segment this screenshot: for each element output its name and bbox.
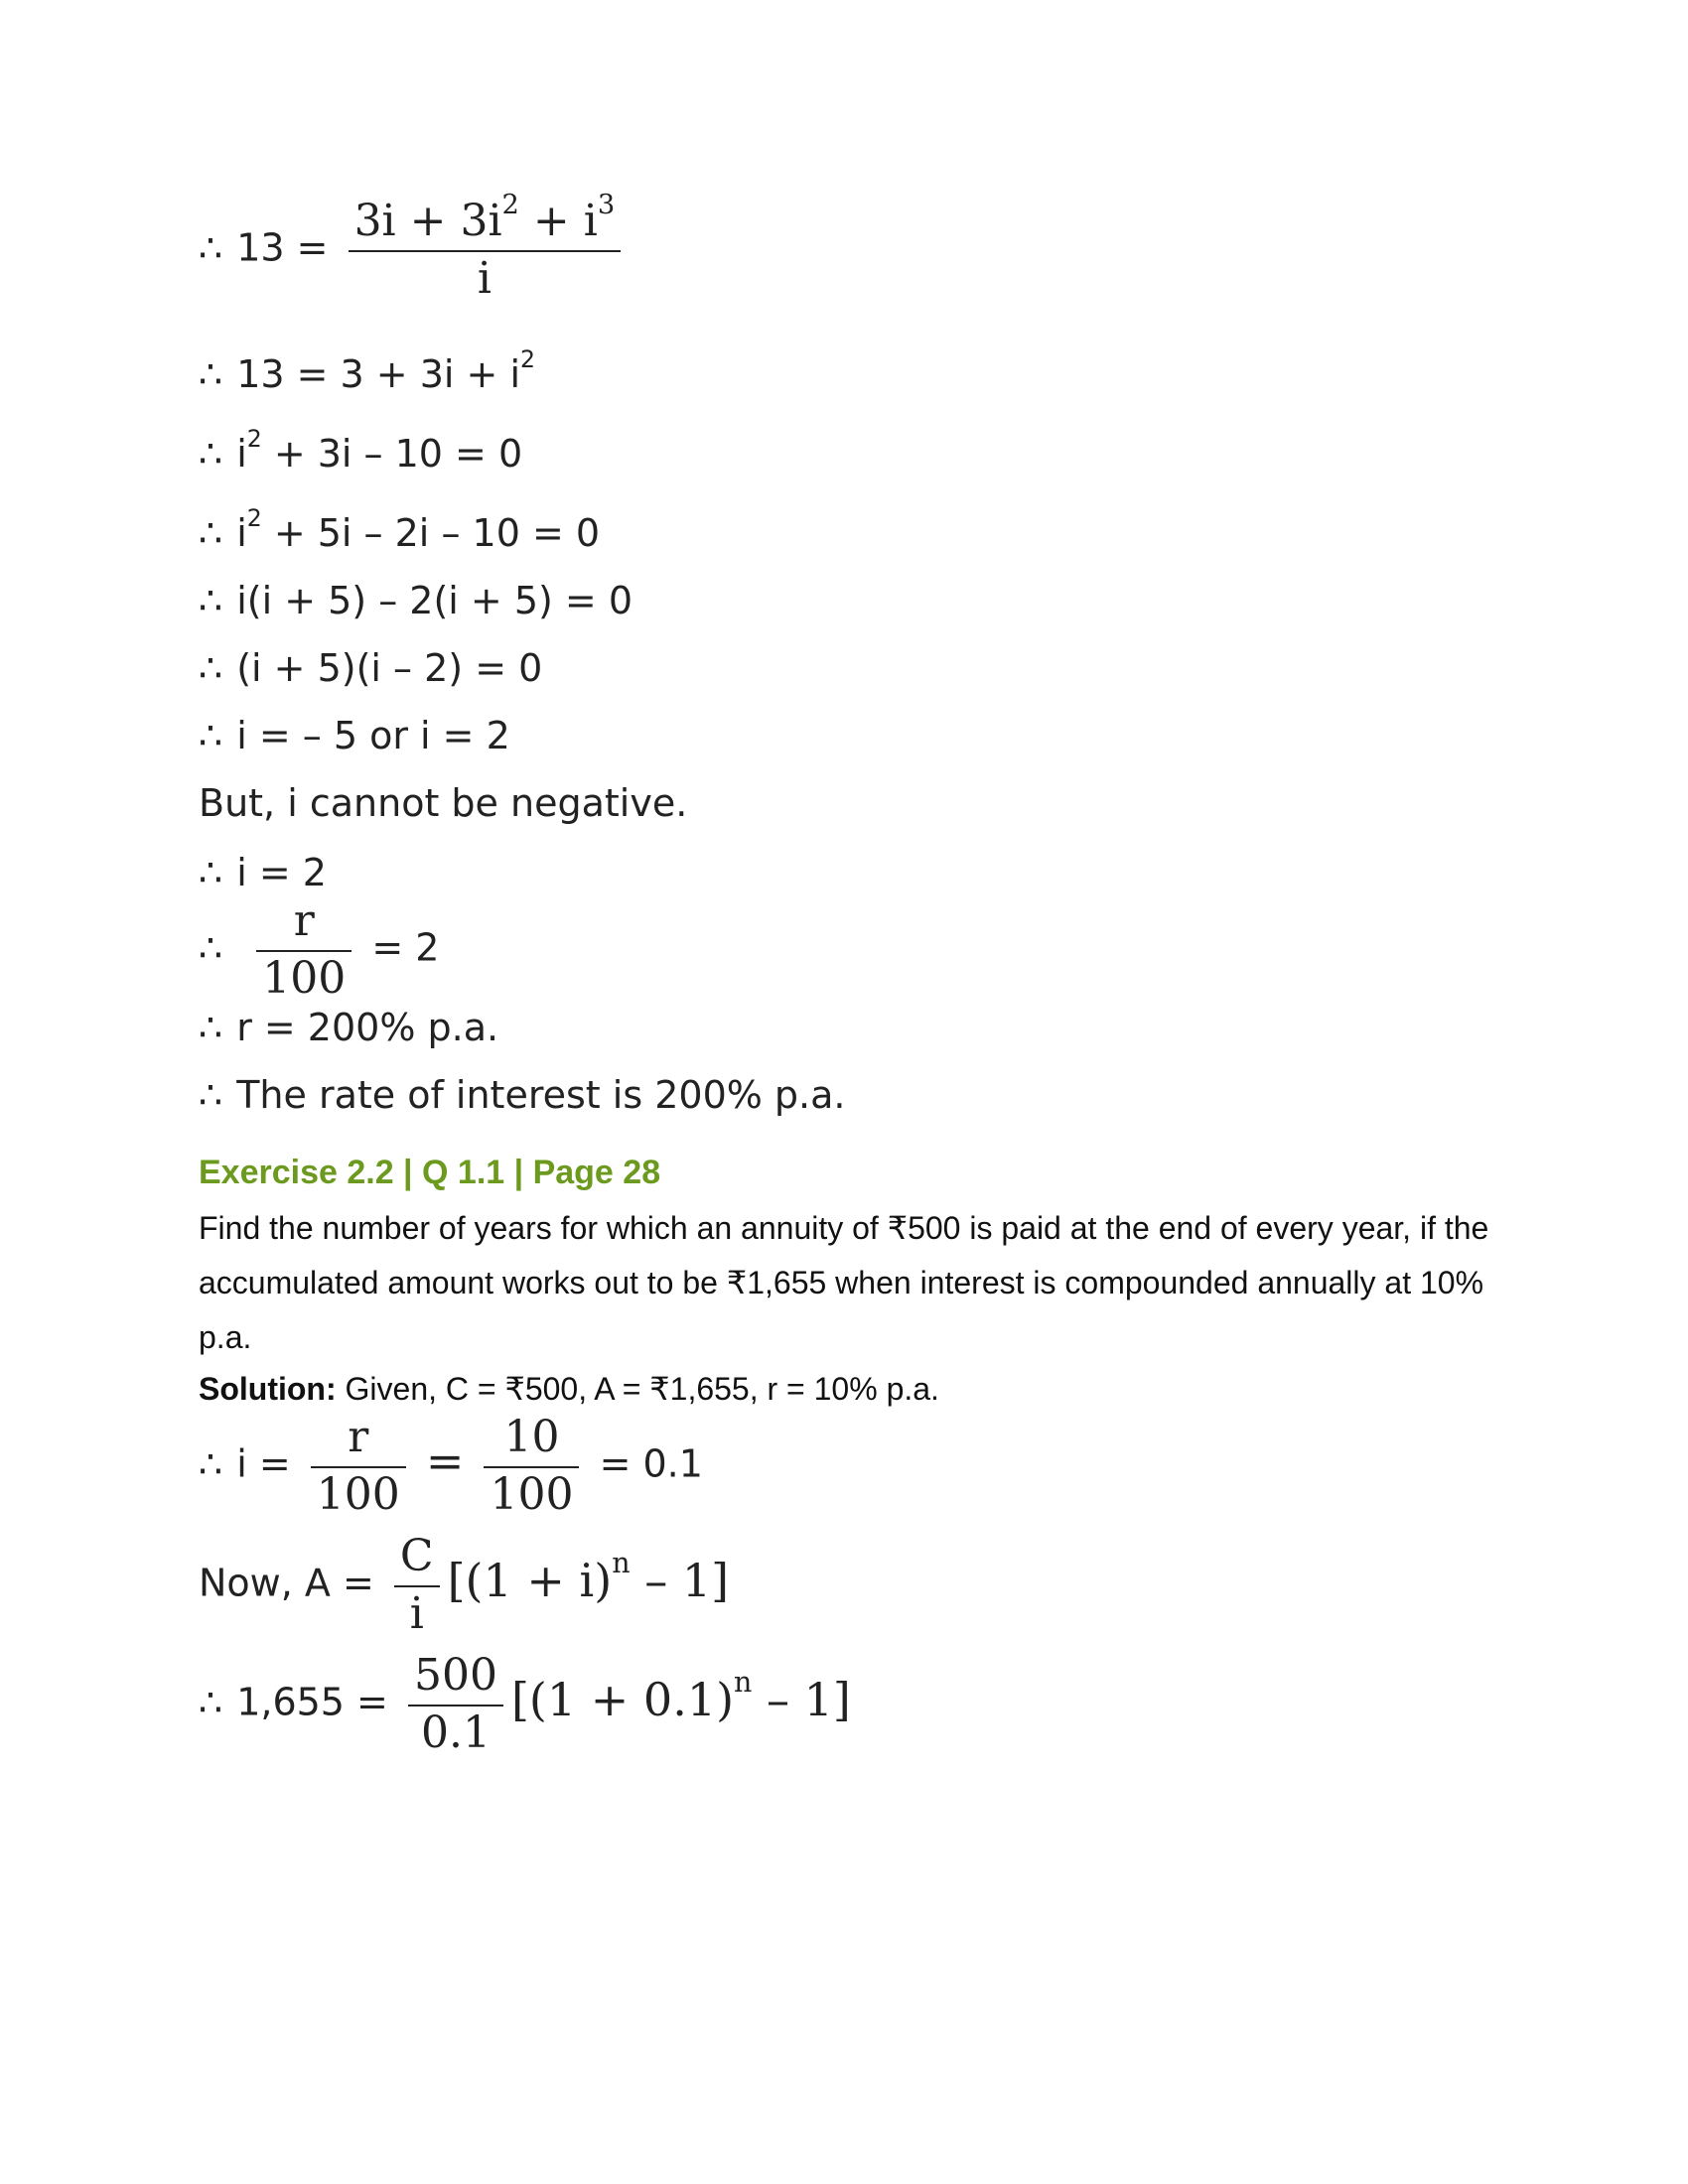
therefore-symbol: ∴ [199, 579, 223, 622]
question-text: Find the number of years for which an annuity of ₹500 is paid at the end of every year, if the accumulated amount works out to be ₹1,655 when interest is compounded annually at 10% p.a. [199, 1210, 1489, 1355]
fraction-denominator: i [477, 253, 492, 305]
therefore-symbol: ∴ [199, 1006, 223, 1049]
equation-line-11: ∴ r = 200% p.a. [199, 1006, 499, 1049]
fraction-denominator: 100 [490, 1469, 574, 1521]
equation-line-6: ∴ (i + 5)(i – 2) = 0 [199, 646, 543, 690]
fraction-denominator: 100 [316, 1469, 400, 1521]
equation-line-14: Now, A = $\frac{C}{i}$ $[(1 + i)^n - 1]$ [199, 1531, 730, 1640]
fraction-numerator: r [256, 898, 352, 952]
exercise-heading: Exercise 2.2 | Q 1.1 | Page 28 [199, 1154, 661, 1191]
fraction [256, 895, 352, 1005]
statement-line: But, i cannot be negative. [199, 781, 688, 825]
fraction [394, 1531, 440, 1640]
therefore-symbol: ∴ [199, 432, 223, 476]
equation-lhs: 13 = [236, 225, 329, 270]
solution-given: Given, C = ₹500, A = ₹1,655, r = 10% p.a. [336, 1371, 939, 1407]
fraction-numerator: C [394, 1534, 440, 1587]
fraction-numerator: r [311, 1415, 406, 1468]
equation-line-9: ∴ i = 2 [199, 851, 327, 894]
equation-line-5: ∴ i(i + 5) – 2(i + 5) = 0 [199, 579, 633, 622]
equation-line-7: ∴ i = – 5 or i = 2 [199, 714, 510, 757]
therefore-symbol: ∴ [199, 352, 223, 396]
equation-line-15: ∴ 1,655 = $\frac{500}{0.1}$ $[(1 + 0.1)^n - 1]$ [199, 1650, 851, 1759]
equation-line-3: ∴ $i^2 + 3i - 10 = 0$ [199, 425, 523, 476]
equation-line-2: ∴ $13 = 3 + 3i + i^2$ [199, 345, 535, 396]
fraction-numerator: 500 [408, 1653, 503, 1706]
therefore-symbol: ∴ [199, 1441, 223, 1486]
therefore-symbol: ∴ [199, 225, 223, 270]
fraction-denominator: i [409, 1588, 424, 1640]
therefore-symbol: ∴ [199, 1073, 223, 1117]
conclusion-line: ∴ The rate of interest is 200% p.a. [199, 1073, 846, 1117]
fraction-denominator: 0.1 [421, 1707, 491, 1759]
equation-line-13: ∴ i = $\frac{r}{100}$ = $\frac{10}{100}$ = 0.1 [199, 1412, 703, 1521]
fraction [311, 1412, 406, 1521]
fraction [484, 1412, 579, 1521]
therefore-symbol: ∴ [199, 851, 223, 894]
fraction [349, 189, 622, 305]
solution-label: Solution: [199, 1371, 337, 1407]
equation-line-10: ∴ $\frac{r}{100}$ = 2 [199, 895, 440, 1005]
therefore-symbol: ∴ [199, 1680, 223, 1724]
fraction-numerator: 10 [484, 1415, 579, 1468]
fraction-denominator: 100 [262, 953, 347, 1005]
fraction-numerator: $3i + 3i^2 + i^3$ [349, 199, 622, 252]
therefore-symbol: ∴ [199, 714, 223, 757]
equation-line-1 [199, 189, 629, 305]
equation-line-4: ∴ $i^2 + 5i - 2i - 10 = 0$ [199, 504, 601, 555]
solution-line [199, 1370, 939, 1408]
fraction [408, 1650, 503, 1759]
therefore-symbol: ∴ [199, 511, 223, 555]
therefore-symbol: ∴ [199, 925, 223, 970]
therefore-symbol: ∴ [199, 646, 223, 690]
